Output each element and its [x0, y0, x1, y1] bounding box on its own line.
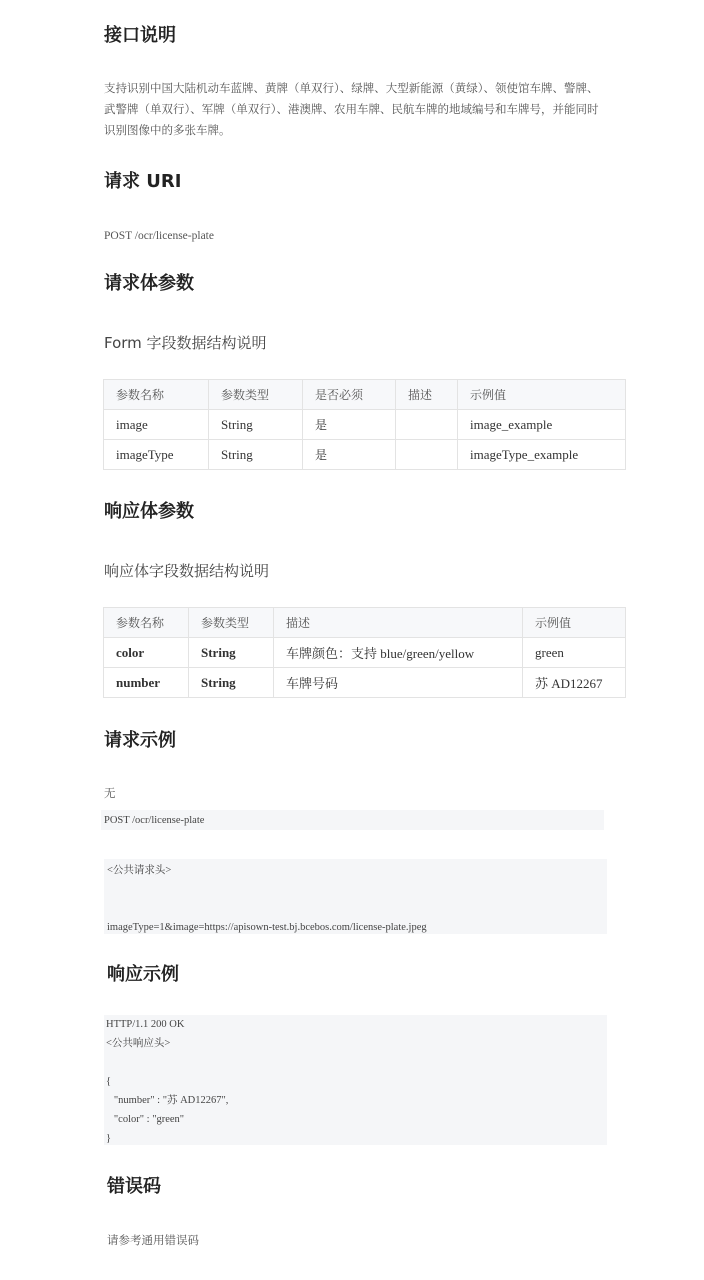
table-row [104, 440, 626, 470]
response-code [104, 1015, 607, 1145]
table-header: 描述 [396, 380, 458, 410]
table-header: 参数类型 [209, 380, 303, 410]
table-header: 参数名称 [104, 380, 209, 410]
resp-subtitle: 响应体字段数据结构说明 [104, 562, 270, 580]
table-header: 示例值 [458, 380, 626, 410]
table-cell: 苏 AD12267 [523, 668, 626, 698]
table-header-row [104, 608, 626, 638]
response-params-table [103, 607, 626, 698]
resp-example-title: 响应示例 [107, 964, 179, 985]
table-cell: 是 [303, 410, 396, 440]
table-cell: 车牌颜色：支持 blue/green/yellow [274, 638, 523, 668]
table-cell: color [104, 638, 189, 668]
resp-body-title: 响应体参数 [104, 501, 194, 522]
table-header: 参数名称 [104, 608, 189, 638]
table-cell: image [104, 410, 209, 440]
table-cell [396, 440, 458, 470]
table-cell: number [104, 668, 189, 698]
request-line-code [101, 810, 604, 830]
table-cell: imageType [104, 440, 209, 470]
table-row [104, 638, 626, 668]
uri-title: 请求 URI [104, 171, 182, 192]
req-body-title: 请求体参数 [104, 273, 194, 294]
intro-title: 接口说明 [104, 25, 176, 46]
uri-text: POST /ocr/license-plate [104, 230, 214, 242]
error-title: 错误码 [107, 1176, 161, 1197]
request-params-table [103, 379, 626, 470]
table-cell: String [189, 668, 274, 698]
error-text: 请参考通用错误码 [107, 1233, 199, 1247]
table-cell: image_example [458, 410, 626, 440]
code-text: POST /ocr/license-plate [104, 815, 205, 826]
intro-text: 支持识别中国大陆机动车蓝牌、黄牌（单双行）、绿牌、大型新能源（黄绿）、领使馆车牌、警牌、武警牌（单双行）、军牌（单双行）、港澳牌、农用车牌、民航车牌的地域编号和车牌号，并能同时识别图像中的多张车牌。 [104, 81, 599, 137]
table-cell: green [523, 638, 626, 668]
req-example-title: 请求示例 [104, 730, 176, 751]
table-cell: imageType_example [458, 440, 626, 470]
table-cell: String [189, 638, 274, 668]
table-row [104, 668, 626, 698]
table-header: 示例值 [523, 608, 626, 638]
table-header: 是否必须 [303, 380, 396, 410]
table-header: 参数类型 [189, 608, 274, 638]
code-text: <公共请求头> imageType=1&image=https://apisown-test.bj.bcebos.com/license-plate.jpeg [107, 865, 427, 933]
table-row [104, 410, 626, 440]
table-header: 描述 [274, 608, 523, 638]
req-form-subtitle: Form 字段数据结构说明 [104, 334, 267, 352]
code-text: HTTP/1.1 200 OK <公共响应头> { "number" : "苏 AD12267", "color" : "green" } [106, 1019, 229, 1144]
table-cell: String [209, 440, 303, 470]
table-cell: 是 [303, 440, 396, 470]
request-body-code [104, 859, 607, 934]
table-cell [396, 410, 458, 440]
table-cell: 车牌号码 [274, 668, 523, 698]
table-header-row [104, 380, 626, 410]
table-cell: String [209, 410, 303, 440]
req-example-none: 无 [104, 788, 116, 800]
